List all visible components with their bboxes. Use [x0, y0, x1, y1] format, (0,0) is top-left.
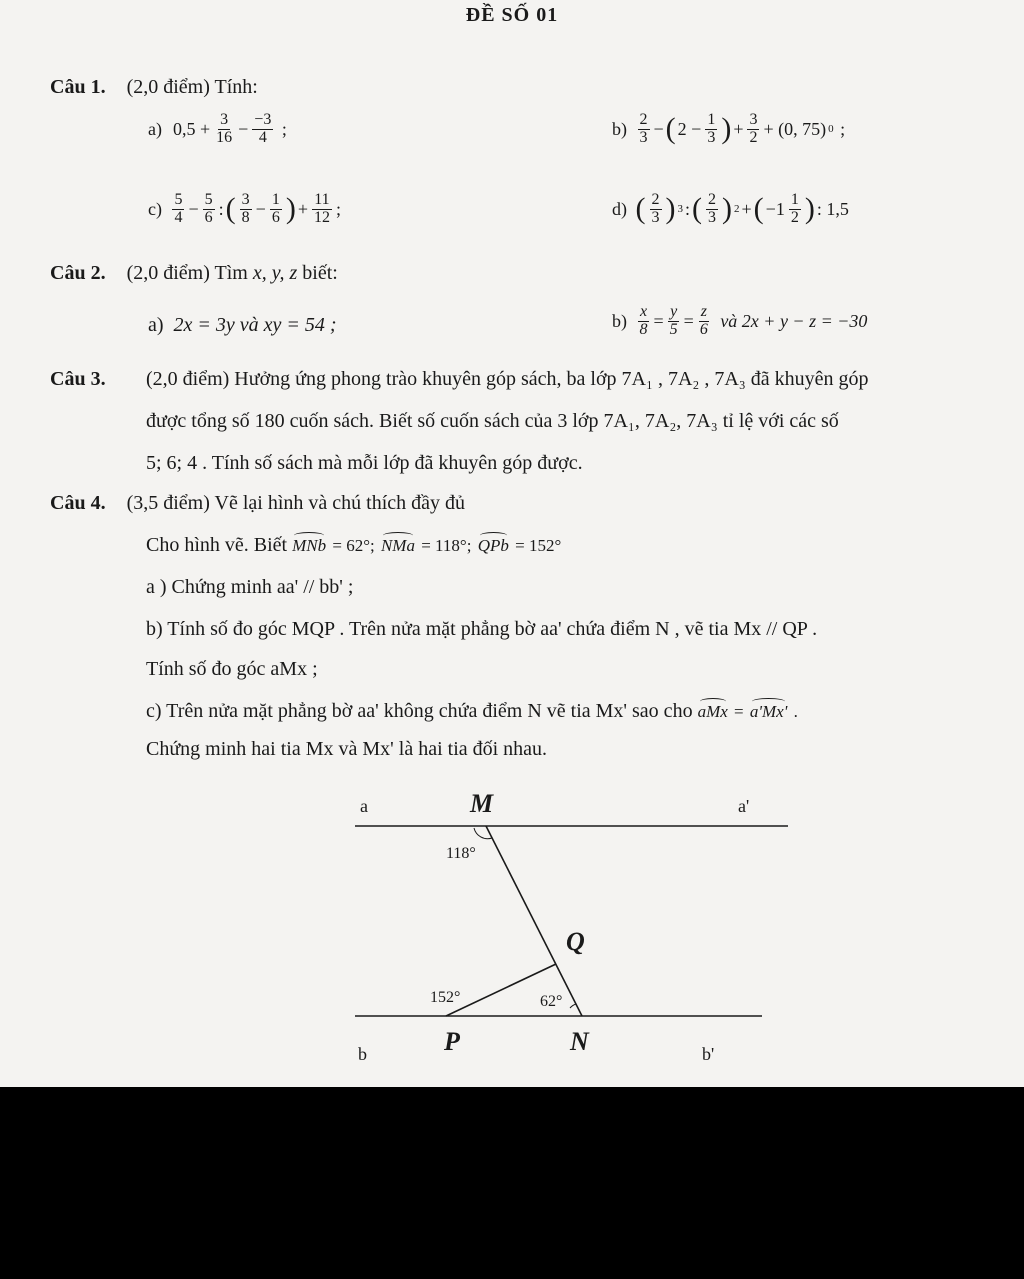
question-4a: a ) Chứng minh aa' // bb' ;: [146, 576, 354, 598]
label-N: N: [570, 1027, 589, 1056]
label-b-prime: b': [702, 1044, 715, 1064]
question-1a: a) 0,5 + $\frac{3}{16}$ − $\frac{-3}{4}$ ;: [148, 111, 287, 146]
q2b-tail: và 2x + y − z = −30: [720, 310, 868, 331]
question-2-intro: (2,0 điểm) Tìm: [126, 262, 248, 284]
q2b-label: b): [612, 310, 627, 331]
angle-arc-N: [570, 1004, 576, 1008]
label-P: P: [444, 1027, 460, 1056]
question-1-label: Câu 1.: [50, 76, 106, 98]
label-angle-N: 62°: [540, 993, 563, 1010]
question-4b-line-2: Tính số đo góc aMx ;: [146, 658, 318, 680]
question-1-intro: (2,0 điểm) Tính:: [126, 76, 258, 98]
question-4c-line-2: Chứng minh hai tia Mx và Mx' là hai tia đối nhau.: [146, 738, 548, 760]
q4-given-prefix: Cho hình vẽ. Biết: [146, 534, 288, 556]
q1d-label: d): [612, 198, 627, 219]
question-2b: b) $\frac{x}{8}$ = $\frac{y}{5}$ = $\frac{z}{6}$ và 2x + y − z = −30: [612, 303, 868, 338]
question-3-line-2: được tổng số 180 cuốn sách. Biết số cuốn sách của 3 lớp 7A₁, 7A₂, 7A₃ tỉ lệ với các số: [146, 410, 839, 432]
question-3-line-3: 5; 6; 4 . Tính số sách mà mỗi lớp đã khuyên góp được.: [146, 452, 583, 474]
question-1b: b) $\frac{2}{3}$ − ( 2 − $\frac{1}{3}$ ) + $\frac{3}{2}$ + (0, 75) 0 ;: [612, 111, 846, 146]
question-4-intro: (3,5 điểm) Vẽ lại hình và chú thích đầy đủ: [126, 492, 466, 514]
question-2-label: Câu 2.: [50, 262, 106, 284]
question-3-label: Câu 3.: [50, 368, 106, 390]
question-4c-line-1: c) Trên nửa mặt phẳng bờ aa' không chứa điểm N vẽ tia Mx' sao cho aMx = a'Mx' .: [146, 700, 798, 722]
q2a-text: 2x = 3y và xy = 54 ;: [173, 314, 337, 336]
question-4-given: Cho hình vẽ. Biết MNb = 62°; NMa = 118°; QPb = 152°: [146, 534, 562, 556]
question-2-suffix: biết:: [302, 262, 338, 284]
black-bottom-area: [0, 1087, 1024, 1279]
question-4b-line-1: b) Tính số đo góc MQP . Trên nửa mặt phẳng bờ aa' chứa điểm N , vẽ tia Mx // QP .: [146, 618, 818, 640]
q2a-label: a): [148, 314, 164, 336]
question-1c: c) $\frac{5}{4}$ − $\frac{5}{6}$ : ( $\frac{3}{8}$ − $\frac{1}{6}$ ) + $\frac{11}{12}$ ;: [148, 191, 341, 226]
label-angle-M: 118°: [446, 845, 476, 862]
label-a-prime: a': [738, 796, 750, 816]
q1c-label: c): [148, 198, 162, 219]
question-4-label: Câu 4.: [50, 492, 106, 514]
segment-MN: [486, 826, 582, 1016]
question-1d: d) ( $\frac{2}{3}$ ) 3 : ( $\frac{2}{3}$ ) 2 + ( −1 $\frac{1}{2}$ ) : 1,5: [612, 191, 849, 226]
label-M: M: [470, 789, 494, 818]
label-Q: Q: [566, 927, 585, 956]
page-title: ĐỀ SỐ 01: [465, 4, 559, 26]
question-2-vars: x, y, z: [252, 262, 298, 284]
question-3-line-1: (2,0 điểm) Hưởng ứng phong trào khuyên góp sách, ba lớp 7A₁ , 7A₂ , 7A₃ đã khuyên góp: [146, 368, 869, 390]
label-angle-P: 152°: [430, 989, 461, 1006]
label-b: b: [358, 1044, 367, 1064]
q1b-label: b): [612, 118, 627, 139]
q4c-line-1-text: c) Trên nửa mặt phẳng bờ aa' không chứa điểm N vẽ tia Mx' sao cho: [146, 700, 693, 722]
q1a-label: a): [148, 118, 162, 139]
label-a: a: [360, 796, 368, 816]
